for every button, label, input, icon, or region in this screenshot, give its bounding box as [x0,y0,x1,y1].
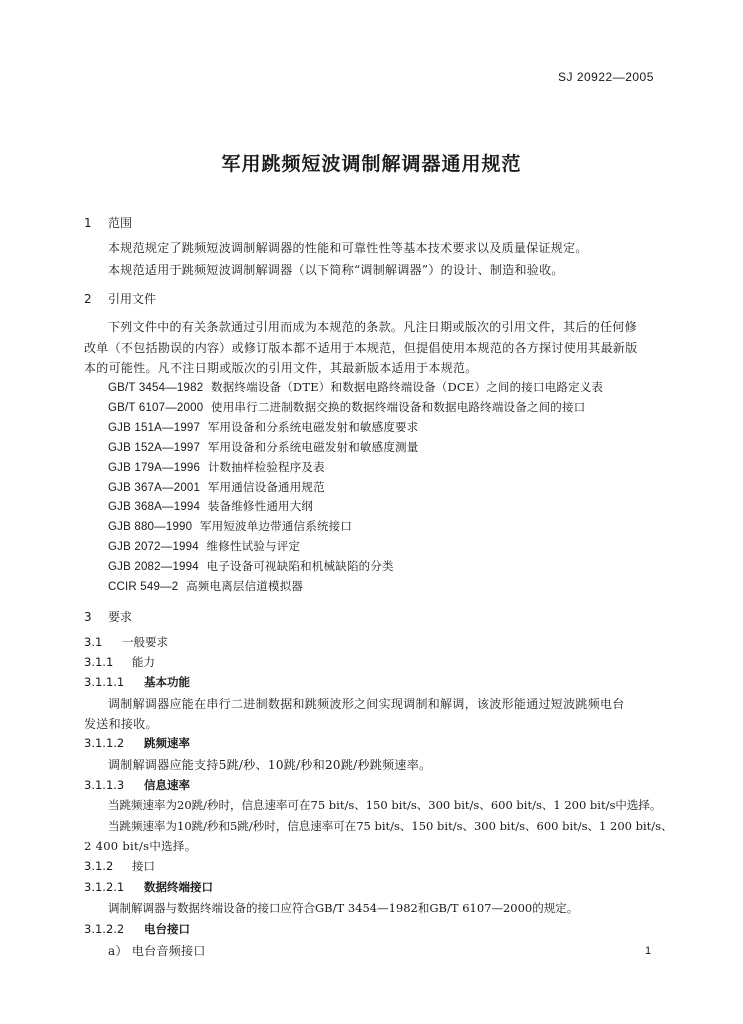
section-title: 要求 [108,610,133,624]
subsection-heading [84,777,190,793]
paragraph: 调制解调器应能支持5跳/秒、10跳/秒和20跳/秒跳频速率。 [108,758,432,772]
subsection-heading [84,654,155,670]
reference-code: GJB 367A—2001 [108,482,201,494]
subsection-heading [84,674,190,690]
paragraph: 调制解调器与数据终端设备的接口应符合GB/T 3454—1982和GB/T 6107—2000的规定。 [108,901,579,915]
section-title: 跳频速率 [144,736,190,750]
section-title: 基本功能 [144,675,190,689]
reference-code: GJB 2082—1994 [108,561,199,573]
section-number: 3.1.1 [84,655,114,669]
section-1-heading [84,214,132,231]
paragraph: 当跳频速率为20跳/秒时，信息速率可在75 bit/s、150 bit/s、300 bit/s、600 bit/s、1 200 bit/s中选择。 [108,798,662,812]
subsection-heading [84,634,168,650]
reference-title: 计数抽样检验程序及表 [207,460,325,474]
subsection-heading [84,735,190,751]
paragraph: 当跳频速率为10跳/秒和5跳/秒时，信息速率可在75 bit/s、150 bit/s、300 bit/s、600 bit/s、1 200 bit/s、 [108,819,673,833]
subsection-heading [84,879,213,895]
section-number: 1 [84,216,92,230]
paragraph: 发送和接收。 [84,717,158,731]
section-title: 数据终端接口 [144,880,213,894]
reference-item [108,459,325,475]
reference-title: 电子设备可视缺陷和机械缺陷的分类 [206,559,394,573]
reference-item [108,498,313,514]
reference-title: 军用设备和分系统电磁发射和敏感度要求 [207,420,419,434]
page-number: 1 [645,945,652,957]
list-item: a） 电台音频接口 [108,944,206,958]
reference-item [108,558,394,574]
section-3-heading [84,608,132,625]
paragraph: 调制解调器应能在串行二进制数据和跳频波形之间实现调制和解调，该波形能通过短波跳频电台 [108,697,625,711]
section-title: 一般要求 [122,635,168,649]
section-title: 能力 [132,655,155,669]
reference-code: GJB 880—1990 [108,521,193,533]
section-number: 3.1.2.1 [84,880,125,894]
subsection-heading [84,858,155,874]
section-number: 3.1.2.2 [84,922,125,936]
section-title: 接口 [132,859,155,873]
reference-title: 军用短波单边带通信系统接口 [199,519,353,533]
section-number: 2 [84,292,92,306]
section-title: 信息速率 [144,778,190,792]
reference-code: GJB 2072—1994 [108,541,199,553]
paragraph: 本规范规定了跳频短波调制解调器的性能和可靠性性等基本技术要求以及质量保证规定。 [108,241,588,255]
reference-code: GB/T 6107—2000 [108,402,204,414]
paragraph: 下列文件中的有关条款通过引用而成为本规范的条款。凡注日期或版次的引用文件，其后的任何修 [108,320,637,334]
paragraph: 本规范适用于跳频短波调制解调器（以下简称“调制解调器”）的设计、制造和验收。 [108,263,564,277]
section-number: 3.1 [84,635,103,649]
subsection-heading [84,921,190,937]
reference-code: GJB 152A—1997 [108,442,201,454]
page-title: 军用跳频短波调制解调器通用规范 [221,153,522,175]
reference-item [108,439,418,455]
reference-title: 军用通信设备通用规范 [207,480,325,494]
section-2-heading [84,290,156,307]
reference-code: GJB 179A—1996 [108,462,201,474]
reference-code: CCIR 549—2 [108,581,179,593]
reference-item [108,379,603,395]
reference-code: GB/T 3454—1982 [108,382,204,394]
paragraph: 本的可能性。凡不注日期或版次的引用文件，其最新版本适用于本规范。 [84,361,478,375]
section-number: 3.1.1.3 [84,778,125,792]
reference-item [108,518,352,534]
reference-title: 装备维修性通用大纲 [207,499,314,513]
reference-code: GJB 151A—1997 [108,422,201,434]
reference-item [108,479,325,495]
reference-item [108,399,585,415]
section-title: 范围 [108,216,133,230]
section-number: 3.1.1.1 [84,675,125,689]
reference-item [108,419,418,435]
reference-item [108,538,300,554]
reference-title: 维修性试验与评定 [206,539,301,553]
paragraph: 改单（不包括勘误的内容）或修订版本都不适用于本规范，但提倡使用本规范的各方探讨使用其最新版 [84,341,638,355]
standard-number: SJ 20922—2005 [558,70,654,84]
section-number: 3 [84,610,92,624]
section-title: 电台接口 [144,922,190,936]
section-number: 3.1.1.2 [84,736,125,750]
reference-code: GJB 368A—1994 [108,501,201,513]
reference-title: 高频电离层信道模拟器 [186,579,304,593]
paragraph: 2 400 bit/s中选择。 [84,839,197,853]
reference-title: 使用串行二进制数据交换的数据终端设备和数据电路终端设备之间的接口 [211,400,586,414]
reference-title: 军用设备和分系统电磁发射和敏感度测量 [207,440,419,454]
reference-title: 数据终端设备（DTE）和数据电路终端设备（DCE）之间的接口电路定义表 [211,380,604,394]
section-title: 引用文件 [108,292,157,306]
section-number: 3.1.2 [84,859,114,873]
reference-item [108,578,303,594]
